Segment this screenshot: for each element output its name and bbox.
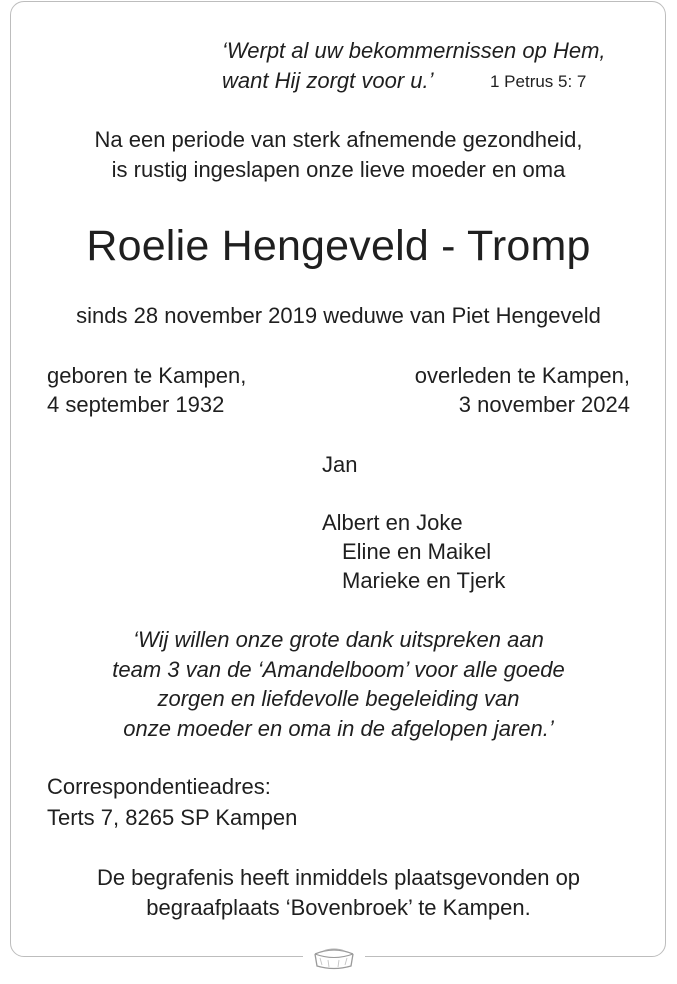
correspondence-label: Correspondentieadres: — [47, 774, 271, 799]
family-grandchild-1: Eline en Maikel — [342, 539, 492, 564]
correspondence-address: Terts 7, 8265 SP Kampen — [47, 805, 298, 830]
death-date: 3 november 2024 — [458, 392, 630, 417]
intro-line-2: is rustig ingeslapen onze lieve moeder en oma — [111, 157, 566, 182]
widow-line: sinds 28 november 2019 weduwe van Piet Hengeveld — [76, 303, 601, 328]
thanks-line-2: team 3 van de ‘Amandelboom’ voor alle goede — [112, 657, 565, 682]
deceased-name: Roelie Hengeveld - Tromp — [86, 222, 591, 270]
verse-reference: 1 Petrus 5: 7 — [490, 72, 587, 91]
funeral-line-2: begraafplaats ‘Bovenbroek’ te Kampen. — [146, 895, 531, 920]
family-son: Jan — [322, 452, 358, 477]
family-grandchild-2: Marieke en Tjerk — [342, 568, 506, 593]
cake-emblem-icon — [303, 938, 365, 972]
birth-date: 4 september 1932 — [47, 392, 225, 417]
verse-line-2: want Hij zorgt voor u.’ — [222, 68, 434, 93]
thanks-line-3: zorgen en liefdevolle begeleiding van — [157, 686, 520, 711]
death-label: overleden te Kampen, — [414, 363, 630, 388]
intro-line-1: Na een periode van sterk afnemende gezondheid, — [94, 127, 583, 152]
thanks-line-4: onze moeder en oma in de afgelopen jaren.’ — [123, 716, 554, 741]
family-son-couple: Albert en Joke — [322, 510, 463, 535]
thanks-line-1: ‘Wij willen onze grote dank uitspreken aan — [133, 627, 544, 652]
birth-label: geboren te Kampen, — [47, 363, 247, 388]
funeral-line-1: De begrafenis heeft inmiddels plaatsgevonden op — [96, 865, 581, 890]
verse-line-1: ‘Werpt al uw bekommernissen op Hem, — [222, 38, 606, 63]
